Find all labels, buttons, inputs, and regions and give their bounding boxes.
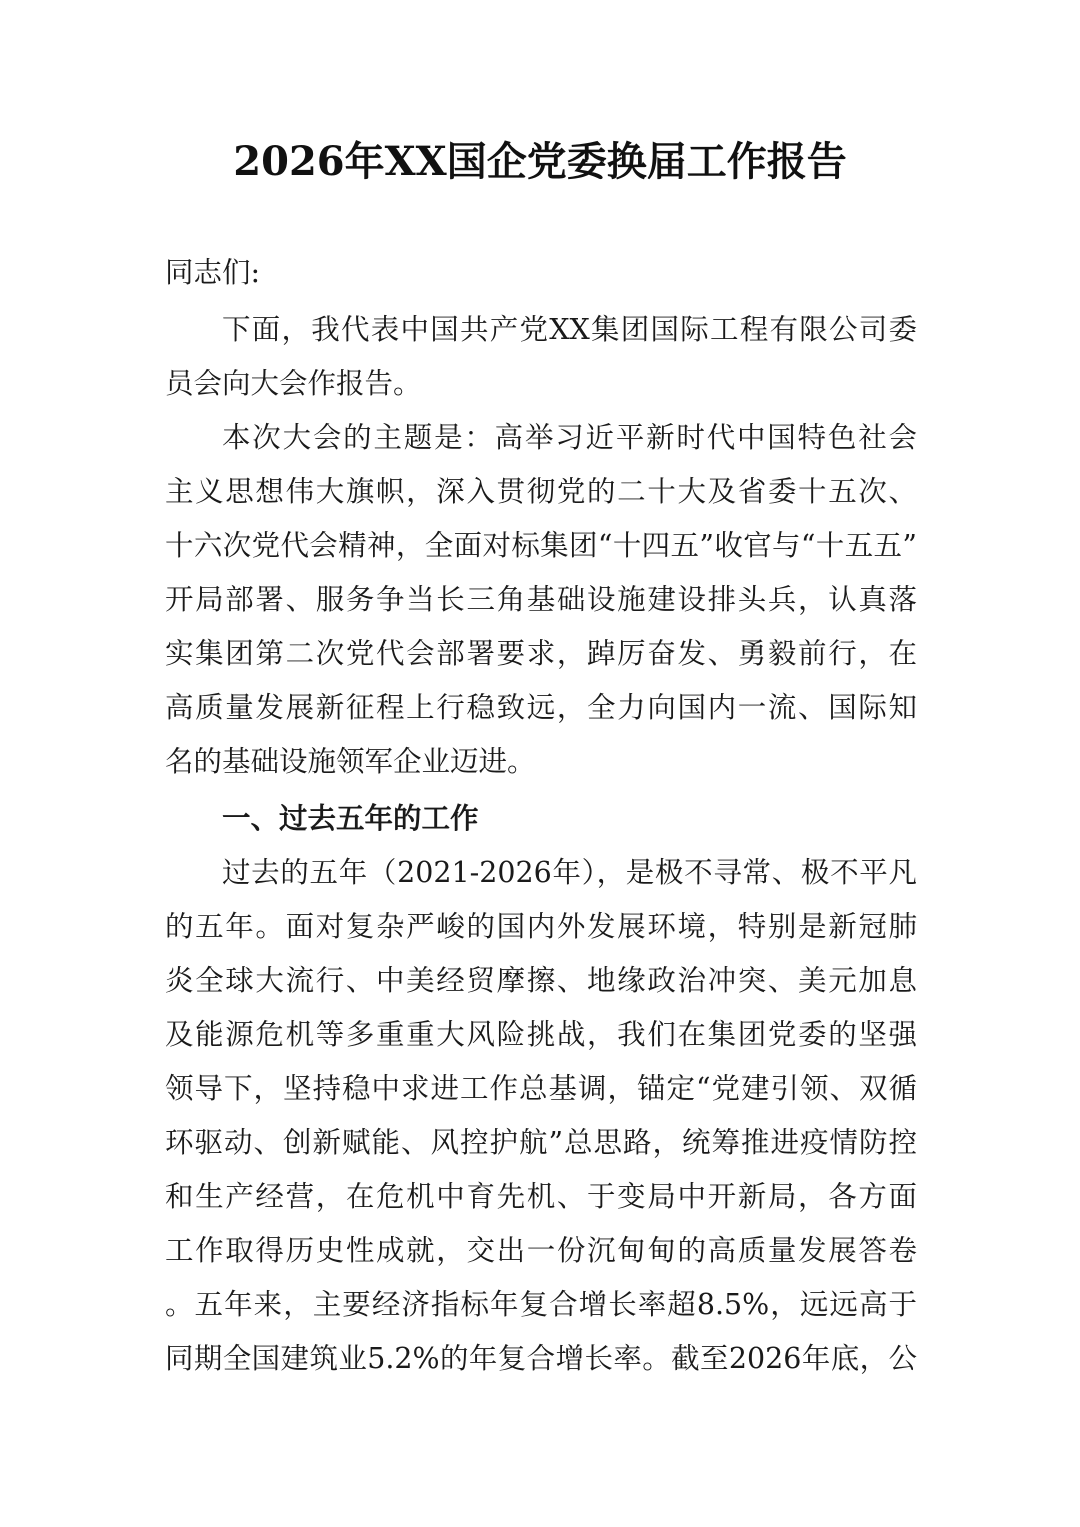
paragraph-line: 同期全国建筑业5.2%的年复合增长率。截至2026年底，公: [165, 1342, 917, 1375]
document-title: 2026年XX国企党委换届工作报告: [233, 138, 847, 185]
paragraph-line: 领导下，坚持稳中求进工作总基调，锚定“党建引领、双循: [165, 1072, 917, 1105]
paragraph-line: 和生产经营，在危机中育先机、于变局中开新局，各方面: [165, 1180, 917, 1213]
paragraph-line: 工作取得历史性成就，交出一份沉甸甸的高质量发展答卷: [165, 1234, 917, 1267]
paragraph-line: 主义思想伟大旗帜，深入贯彻党的二十大及省委十五次、: [165, 475, 917, 508]
paragraph-line: 本次大会的主题是：高举习近平新时代中国特色社会: [222, 421, 917, 454]
paragraph-line: 十六次党代会精神，全面对标集团“十四五”收官与“十五五”: [165, 529, 917, 562]
paragraph-line: 实集团第二次党代会部署要求，踔厉奋发、勇毅前行，在: [165, 637, 917, 670]
paragraph-line: 。五年来，主要经济指标年复合增长率超8.5%，远远高于: [165, 1288, 917, 1321]
paragraph-line: 环驱动、创新赋能、风控护航”总思路，统筹推进疫情防控: [165, 1126, 917, 1159]
paragraph-line: 员会向大会作报告。: [165, 367, 422, 400]
section-heading: 一、过去五年的工作: [222, 801, 479, 835]
paragraph-line: 及能源危机等多重重大风险挑战，我们在集团党委的坚强: [165, 1018, 917, 1051]
paragraph-line: 过去的五年（2021-2026年），是极不寻常、极不平凡: [222, 856, 917, 889]
salutation: 同志们:: [165, 256, 261, 289]
paragraph-line: 的五年。面对复杂严峻的国内外发展环境，特别是新冠肺: [165, 910, 917, 943]
paragraph-line: 开局部署、服务争当长三角基础设施建设排头兵，认真落: [165, 583, 917, 616]
paragraph-line: 炎全球大流行、中美经贸摩擦、地缘政治冲突、美元加息: [165, 964, 917, 997]
paragraph-line: 名的基础设施领军企业迈进。: [165, 745, 536, 778]
paragraph-line: 高质量发展新征程上行稳致远，全力向国内一流、国际知: [165, 691, 917, 724]
paragraph-line: 下面，我代表中国共产党XX集团国际工程有限公司委: [222, 313, 917, 346]
